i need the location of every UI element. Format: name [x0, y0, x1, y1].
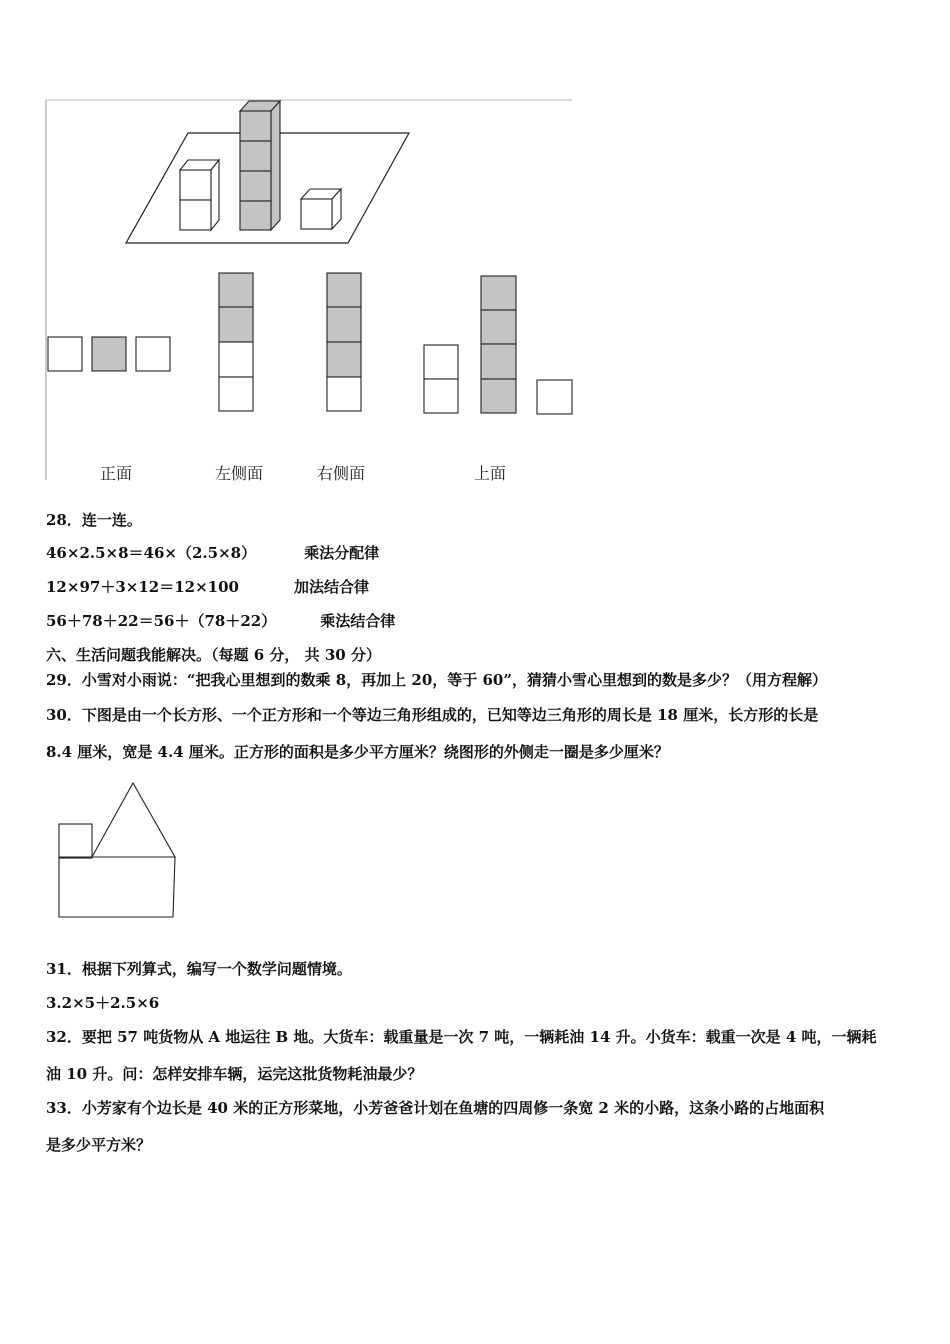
q33-line-1: 33．小芳家有个边长是 40 米的正方形菜地，小芳爸爸计划在鱼塘的四周修一条宽 2 米的小路，这条小路的占地面积	[46, 1099, 825, 1117]
middle-cube-stack	[240, 101, 280, 230]
q30-line-1: 30．下图是由一个长方形、一个正方形和一个等边三角形组成的，已知等边三角形的周长是 18 厘米，长方形的长是	[46, 706, 819, 724]
q28-title: 28．连一连。	[46, 511, 142, 529]
q31-text: 31．根据下列算式，编写一个数学问题情境。	[46, 960, 352, 978]
label-front: 正面	[100, 464, 133, 483]
label-right-side: 右侧面	[317, 464, 366, 483]
q29-text: 29．小雪对小雨说：“把我心里想到的数乘 8，再加上 20，等于 60”，猜猜小雪心里想到的数是多少？（用方程解）	[46, 671, 827, 689]
q28-law-3: 乘法结合律	[320, 612, 396, 630]
q30-line-2: 8.4 厘米，宽是 4.4 厘米。正方形的面积是多少平方厘米？绕图形的外侧走一圈是多少厘米？	[46, 743, 669, 761]
rectangle-shape	[59, 857, 175, 917]
q28-law-2: 加法结合律	[293, 578, 369, 596]
q28-expr-3: 56＋78＋22＝56＋（78＋22）	[46, 612, 277, 630]
composite-shape-figure	[0, 0, 200, 940]
top-view	[424, 276, 572, 414]
triangle-shape	[92, 783, 175, 857]
q31-formula: 3.2×5＋2.5×6	[46, 994, 160, 1012]
q33-line-2: 是多少平方米？	[46, 1136, 152, 1154]
q28-expr-2: 12×97＋3×12＝12×100	[46, 578, 239, 596]
right-side-view	[327, 273, 361, 411]
q32-line-2: 油 10 升。问：怎样安排车辆，运完这批货物耗油最少？	[46, 1065, 423, 1083]
q28-expr-1: 46×2.5×8＝46×（2.5×8）	[46, 544, 257, 562]
left-side-view	[219, 273, 253, 411]
square-shape	[59, 824, 92, 858]
label-left-side: 左侧面	[215, 464, 264, 483]
label-top: 上面	[474, 464, 507, 483]
section-6-title: 六、生活问题我能解决。（每题 6 分， 共 30 分）	[46, 646, 381, 664]
q28-law-1: 乘法分配律	[304, 544, 380, 562]
q32-line-1: 32．要把 57 吨货物从 A 地运往 B 地。大货车：载重量是一次 7 吨，一辆耗油 14 升。小货车：载重一次是 4 吨，一辆耗	[46, 1028, 877, 1046]
right-cube	[301, 189, 341, 229]
